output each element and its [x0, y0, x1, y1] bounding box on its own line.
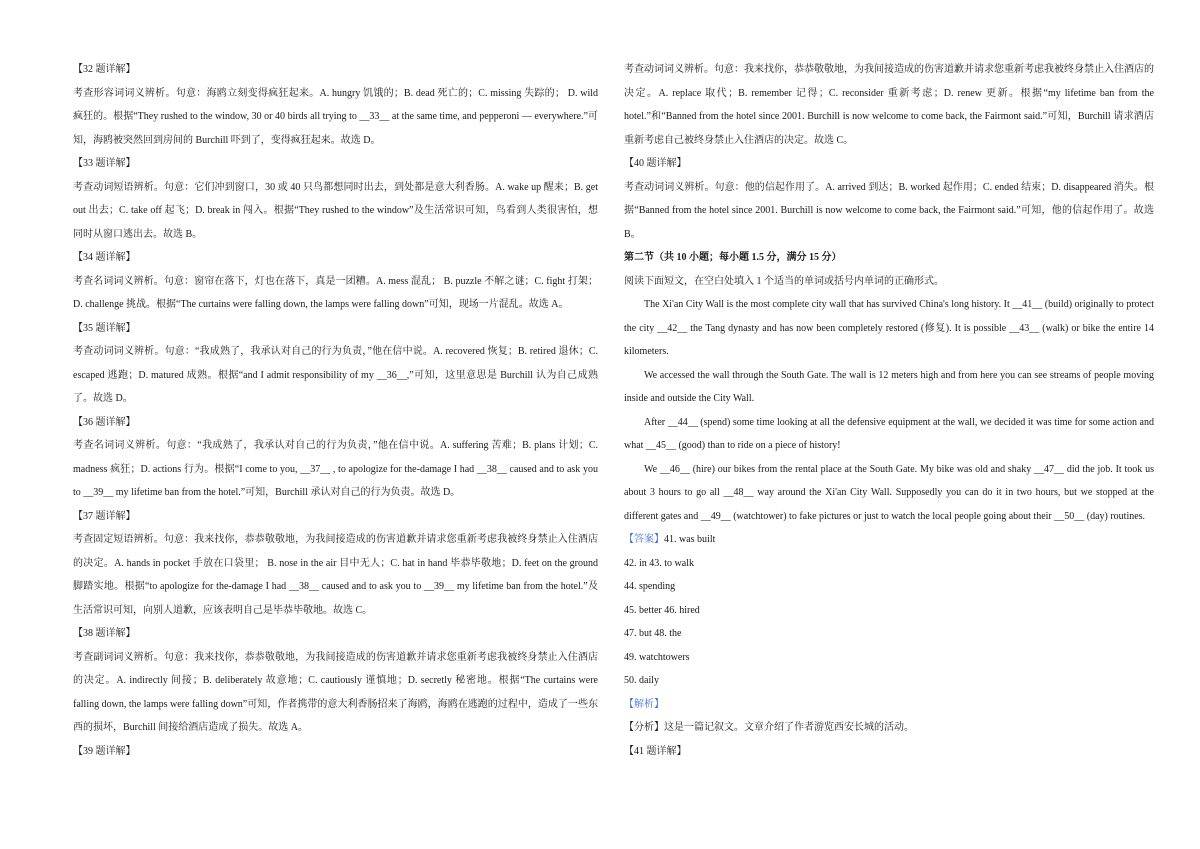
- left-column: [73, 58, 598, 763]
- heading-q39: 【39 题详解】: [73, 745, 136, 757]
- explanation-q33: 考查动词短语辨析。句意：它们冲到窗口，30 或 40 只鸟都想同时出去，到处都是意大利香肠。A. wake up 醒来；B. get out 出去；C. take off 起飞；D. break in 闯入。根据“They rushed to the window”及生活常识可知，鸟看到人类很害怕，想同时从窗口逃出去。故选 B。: [73, 181, 598, 240]
- explanation-q37: 考查固定短语辨析。句意：我来找你，恭恭敬敬地，为我间接造成的伤害道歉并请求您重新考虑我被终身禁止入住酒店的决定。A. hands in pocket 手放在口袋里； B. nose in the air 目中无人；C. hat in hand 毕恭毕敬地；D. feet on the ground 脚踏实地。根据“to apologize for the-damage I had __38__ caused and to ask you to __39__ my lifetime ban from the hotel.”及生活常识可知，向别人道歉，应该表明自己是毕恭毕敬地。故选 C。: [73, 534, 598, 616]
- answer-tag: 【答案】: [624, 534, 664, 545]
- answer-line: 47. but 48. the: [624, 628, 682, 639]
- answer-line-1: [624, 528, 1154, 552]
- answer-line: 50. daily: [624, 675, 659, 686]
- analysis-tag: 【解析】: [624, 698, 664, 710]
- heading-q37: 【37 题详解】: [73, 510, 136, 522]
- explanation-q39: 考查动词词义辨析。句意：我来找你，恭恭敬敬地，为我间接造成的伤害道歉并请求您重新考虑我被终身禁止入住酒店的决定。A. replace 取代；B. remember 记得；C. reconsider 重新考虑；D. renew 更新。根据“my lifetime ban from the hotel.”和“Banned from the hotel since 2001. Burchill is now welcome to come back, the Fairmont said.”可知，Burchill 请求酒店重新考虑自己被终身禁止入住酒店的决定。故选 C。: [624, 64, 1154, 146]
- section-title: 第二节（共 10 小题；每小题 1.5 分，满分 15 分）: [624, 252, 842, 263]
- heading-q41: 【41 题详解】: [624, 745, 687, 757]
- heading-q40: 【40 题详解】: [624, 158, 687, 169]
- heading-q33: 【33 题详解】: [73, 158, 136, 169]
- heading-q38: 【38 题详解】: [73, 628, 136, 639]
- passage-paragraph: After __44__ (spend) some time looking at all the defensive equipment at the wall, we decided it was time for some action and what __45__ (good) than to ride on a piece of history!: [624, 416, 1154, 451]
- analysis-text: 【分析】这是一篇记叙文。文章介绍了作者游览西安长城的活动。: [624, 722, 914, 733]
- explanation-q35: 考查动词词义辨析。句意：“我成熟了，我承认对自己的行为负责，”他在信中说。A. recovered 恢复；B. retired 退休；C. escaped 逃跑；D. matured 成熟。根据“and I admit responsibility of my __36__,”可知，这里意思是 Burchill 认为自己成熟了。故选 D。: [73, 346, 598, 404]
- heading-q35: 【35 题详解】: [73, 322, 136, 334]
- passage-paragraph: We accessed the wall through the South Gate. The wall is 12 meters high and from here you can see streams of people moving inside and outside the City Wall.: [624, 369, 1154, 404]
- passage-paragraph: We __46__ (hire) our bikes from the rental place at the South Gate. My bike was old and shaky __47__ did the job. It took us about 3 hours to go all __48__ way around the Xi'an City Wall. Supposedly you can do it in two hours, but we stopped at the different gates and __49__ (watchtower) to fake pictures or just to watch the local people going about their __50__ (day) routines.: [624, 463, 1154, 522]
- explanation-q32: 考查形容词词义辨析。句意：海鸥立刻变得疯狂起来。A. hungry 饥饿的；B. dead 死亡的；C. missing 失踪的； D. wild 疯狂的。根据“They rushed to the window, 30 or 40 birds all trying to __33__ at the same time, and pepperoni — everywhere.”可知，海鸥被突然回到房间的 Burchill 吓到了，变得疯狂起来。故选 D。: [73, 87, 598, 146]
- section-instruction: 阅读下面短文，在空白处填入 1 个适当的单词或括号内单词的正确形式。: [624, 275, 944, 287]
- explanation-q38: 考查副词词义辨析。句意：我来找你，恭恭敬敬地，为我间接造成的伤害道歉并请求您重新考虑我被终身禁止入住酒店的决定。A. indirectly 间接；B. deliberately 故意地；C. cautiously 谨慎地；D. secretly 秘密地。根据“The curtains were falling down, the lamps were falling down”可知，作者携带的意大利香肠招来了海鸥，海鸥在逃跑的过程中，造成了一些东西的损坏，Burchill 间接给酒店造成了损失。故选 A。: [73, 651, 598, 733]
- answer-line: 42. in 43. to walk: [624, 557, 694, 569]
- right-column: [624, 58, 1154, 763]
- answer-41: 41. was built: [664, 534, 716, 545]
- answer-line: 45. better 46. hired: [624, 604, 700, 616]
- heading-q32: 【32 题详解】: [73, 64, 136, 75]
- explanation-q36: 考查名词词义辨析。句意：“我成熟了，我承认对自己的行为负责，”他在信中说。A. suffering 苦难；B. plans 计划；C. madness 疯狂；D. actions 行为。根据“I come to you, __37__ , to apologize for the-damage I had __38__ caused and to ask you to __39__ my lifetime ban from the hotel.”可知，Burchill 承认对自己的行为负责。故选 D。: [73, 440, 598, 498]
- heading-q34: 【34 题详解】: [73, 252, 136, 263]
- explanation-q40: 考查动词词义辨析。句意：他的信起作用了。A. arrived 到达；B. worked 起作用；C. ended 结束；D. disappeared 消失。根据“Banned from the hotel since 2001. Burchill is now welcome to come back, the Fairmont said.”可知，他的信起作用了。故选 B。: [624, 181, 1154, 240]
- answer-line: 49. watchtowers: [624, 651, 690, 663]
- answer-line: 44. spending: [624, 581, 676, 592]
- heading-q36: 【36 题详解】: [73, 416, 136, 428]
- passage-paragraph: The Xi'an City Wall is the most complete city wall that has survived China's long history. It __41__ (build) originally to protect the city __42__ the Tang dynasty and has now been completely restored (修复). It is possible __43__ (walk) or bike the entire 14 kilometers.: [624, 299, 1154, 357]
- explanation-q34: 考查名词词义辨析。句意：窗帘在落下，灯也在落下，真是一团糟。A. mess 混乱； B. puzzle 不解之谜；C. fight 打架；D. challenge 挑战。根据“The curtains were falling down, the lamps were falling down”可知，现场一片混乱。故选 A。: [73, 275, 598, 310]
